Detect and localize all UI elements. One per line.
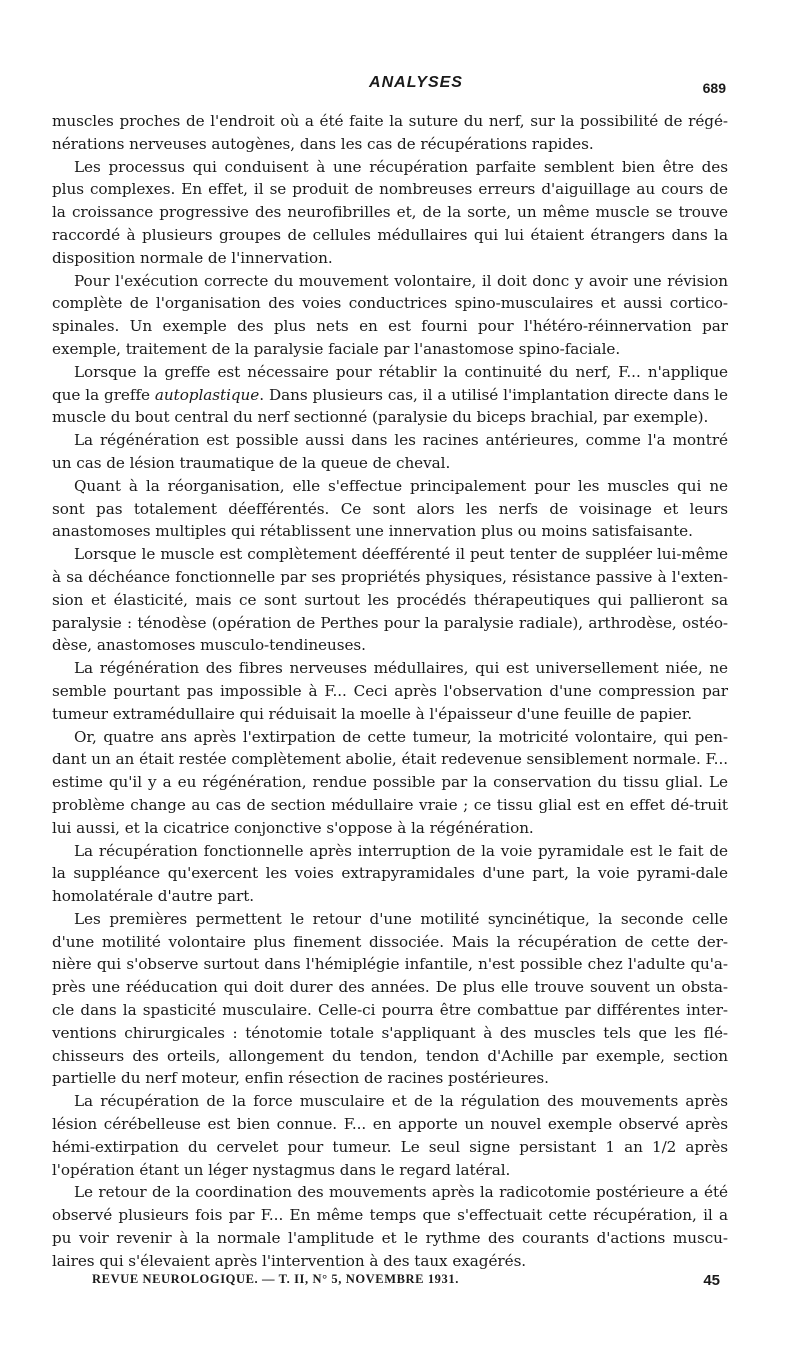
paragraph: La récupération de la force musculaire et de la régulation des mouvements après lésion cérébelleuse est bien connue. F... en apporte un nouvel exemple observé après hémi-extirpation du cervelet pour tumeur. Le seul signe persistant 1 an 1/2 après l'opération étant un léger nystagmus dans le regard latéral. <box>52 1092 728 1179</box>
paragraph: Les premières permettent le retour d'une motilité syncinétique, la seconde celle d'une motilité volontaire plus finement dissociée. Mais la récupération de cette der-nière qui s'observe surtout dans l'hémiplégie infantile, n'est possible chez l'adulte qu'a-près une rééducation qui doit durer des années. De plus elle trouve souvent un obsta-cle dans la spasticité musculaire. Celle-ci pourra être combattue par différentes inter-ventions chirurgicales : ténotomie totale s'appliquant à des muscles tels que les flé-chisseurs des orteils, allongement du tendon, tendon d'Achille par exemple, section partielle du nerf moteur, enfin résection de racines postérieures. <box>52 909 728 1088</box>
paragraph: Les processus qui conduisent à une récupération parfaite semblent bien être des plus complexes. En effet, il se produit de nombreuses erreurs d'aiguillage au cours de la croissance progressive des neurofibrilles et, de la sorte, un même muscle se trouve raccordé à plusieurs groupes de cellules médullaires qui lui étaient étrangers dans la disposition normale de l'innervation. <box>52 157 728 267</box>
body-text <box>52 110 728 1273</box>
italic-term: autoplastique <box>154 385 260 404</box>
paragraph: Le retour de la coordination des mouvements après la radicotomie postérieure a été observé plusieurs fois par F... En même temps que s'effectuait cette récupération, il a pu voir revenir à la normale l'amplitude et le rythme des courants d'actions muscu-laires qui s'élevaient après l'intervention à des taux exagérés. <box>52 1183 728 1270</box>
paragraph: muscles proches de l'endroit où a été faite la suture du nerf, sur la possibilité de régé-nérations nerveuses autogènes, dans les cas de récupérations rapides. <box>52 112 728 153</box>
paragraph: Pour l'exécution correcte du mouvement volontaire, il doit donc y avoir une révision complète de l'organisation des voies conductrices spino-musculaires et aussi cortico-spinales. Un exemple des plus nets en est fourni pour l'hétéro-réinnervation par exemple, traitement de la paralysie faciale par l'anastomose spino-faciale. <box>52 271 728 358</box>
paragraph: Or, quatre ans après l'extirpation de cette tumeur, la motricité volontaire, qui pen-dant un an était restée complètement abolie, était redevenue sensiblement normale. F... estime qu'il y a eu régénération, rendue possible par la conservation du tissu glial. Le problème change au cas de section médullaire vraie ; ce tissu glial est en effet dé-truit lui aussi, et la cicatrice conjonctive s'oppose à la régénération. <box>52 727 728 837</box>
paragraph: La régénération est possible aussi dans les racines antérieures, comme l'a montré un cas de lésion traumatique de la queue de cheval. <box>52 431 728 472</box>
paragraph: La régénération des fibres nerveuses médullaires, qui est universellement niée, ne semble pourtant pas impossible à F... Ceci après l'observation d'une compression par tumeur extramédullaire qui réduisait la moelle à l'épaisseur d'une feuille de papier. <box>52 659 728 723</box>
signature-mark: 45 <box>703 1272 720 1289</box>
running-title: ANALYSES <box>369 74 463 91</box>
journal-reference: REVUE NEUROLOGIQUE. — T. II, N° 5, NOVEMBRE 1931. <box>92 1272 459 1286</box>
paragraph: La récupération fonctionnelle après interruption de la voie pyramidale est le fait de la suppléance qu'exercent les voies extrapyramidales d'une part, la voie pyrami-dale homolatérale d'autre part. <box>52 841 728 906</box>
page-header <box>106 74 726 100</box>
paragraph: Quant à la réorganisation, elle s'effectue principalement pour les muscles qui ne sont pas totalement déefférentés. Ce sont alors les nerfs de voisinage et leurs anastomoses multiples qui rétablissent une innervation plus ou moins satisfaisante. <box>52 476 728 541</box>
page-number: 689 <box>702 80 726 96</box>
paragraph: Lorsque le muscle est complètement déefférenté il peut tenter de suppléer lui-même à sa déchéance fonctionnelle par ses propriétés physiques, résistance passive à l'exten-sion et élasticité, mais ce sont surtout les procédés thérapeutiques qui pallieront sa paralysie : ténodèse (opération de Perthes pour la paralysie radiale), arthrodèse, ostéo-dèse, anastomoses musculo-tendineuses. <box>52 545 728 655</box>
page-footer <box>92 1268 720 1292</box>
paragraph-with-italic: Lorsque la greffe est nécessaire pour rétablir la continuité du nerf, F... n'applique que la greffe autoplastique. Dans plusieurs cas, il a utilisé l'implantation directe dans le muscle du bout central du nerf sectionné (paralysie du biceps brachial, par exemple). <box>52 362 729 427</box>
